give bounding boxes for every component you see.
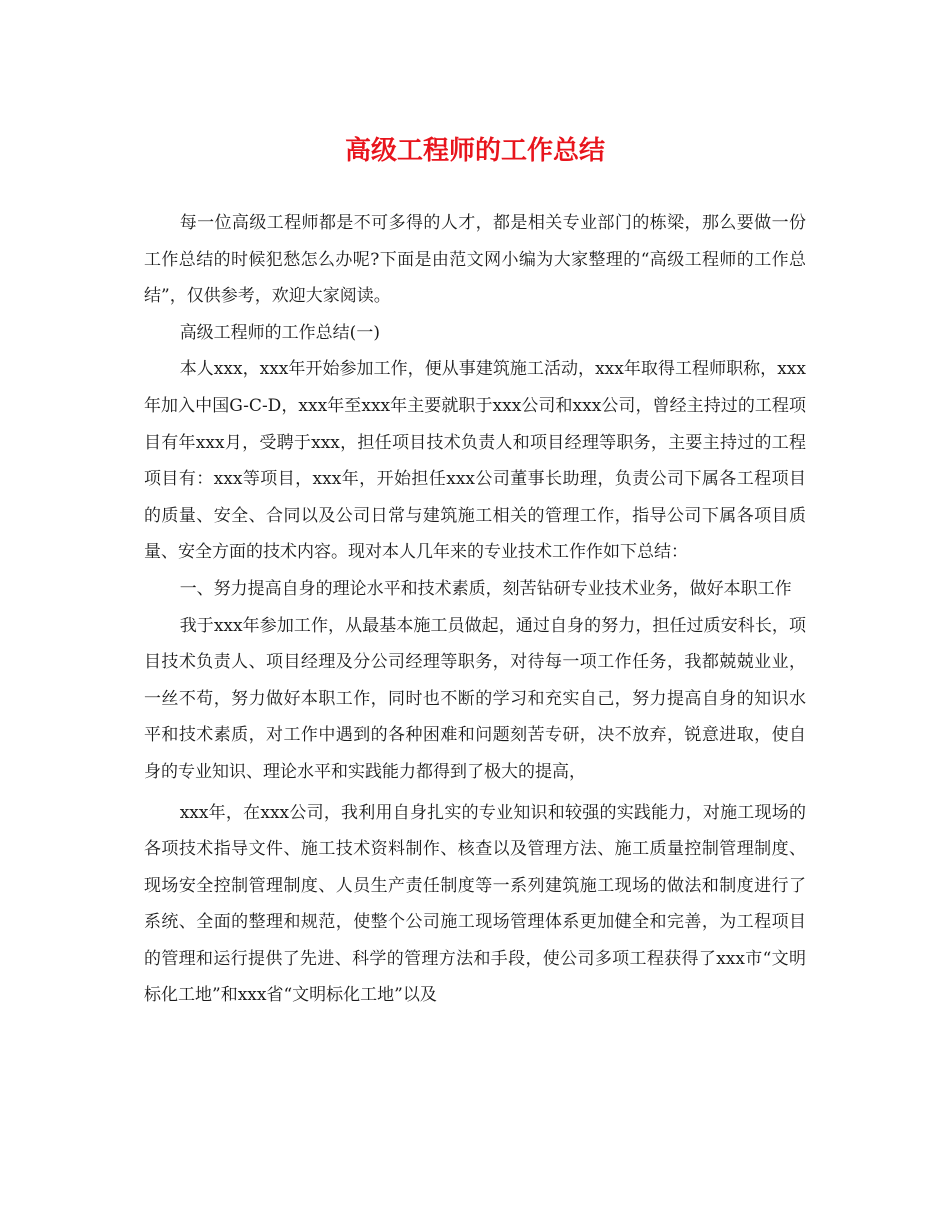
body-paragraph: 本人xxx，xxx年开始参加工作，便从事建筑施工活动，xxx年取得工程师职称，xxx年加入中国G-C-D，xxx年至xxx年主要就职于xxx公司和xxx公司，曾经主持过的工程项目有年xxx月，受聘于xxx，担任项目技术负责人和项目经理等职务，主要主持过的工程项目有：xxx等项目，xxx年，开始担任xxx公司董事长助理，负责公司下属各工程项目的质量、安全、合同以及公司日常与建筑施工相关的管理工作，指导公司下属各项目质量、安全方面的技术内容。现对本人几年来的专业技术工作作如下总结：: [144, 359, 806, 563]
section-heading: 高级工程师的工作总结(一): [179, 322, 380, 343]
intro-paragraph: 每一位高级工程师都是不可多得的人才，都是相关专业部门的栋梁，那么要做一份工作总结的时候犯愁怎么办呢?下面是由范文网小编为大家整理的“高级工程师的工作总结”，仅供参考，欢迎大家阅读。: [144, 213, 806, 307]
body-paragraph: 我于xxx年参加工作，从最基本施工员做起，通过自身的努力，担任过质安科长，项目技术负责人、项目经理及分公司经理等职务，对待每一项工作任务，我都兢兢业业，一丝不苟，努力做好本职工作，同时也不断的学习和充实自己，努力提高自身的知识水平和技术素质，对工作中遇到的各种困难和问题刻苦专研，决不放弃，锐意进取，使自身的专业知识、理论水平和实践能力都得到了极大的提高，: [144, 615, 806, 782]
body-paragraph: xxx年，在xxx公司，我利用自身扎实的专业知识和较强的实践能力，对施工现场的各项技术指导文件、施工技术资料制作、核查以及管理方法、施工质量控制管理制度、现场安全控制管理制度、人员生产责任制度等一系列建筑施工现场的做法和制度进行了系统、全面的整理和规范，使整个公司施工现场管理体系更加健全和完善，为工程项目的管理和运行提供了先进、科学的管理方法和手段，使公司多项工程获得了xxx市“文明标化工地”和xxx省“文明标化工地”以及: [144, 802, 806, 1006]
subsection-heading: 一、努力提高自身的理论水平和技术素质，刻苦钻研专业技术业务，做好本职工作: [179, 578, 792, 599]
document-body: [144, 205, 806, 1014]
document-title: 高级工程师的工作总结: [344, 136, 605, 166]
